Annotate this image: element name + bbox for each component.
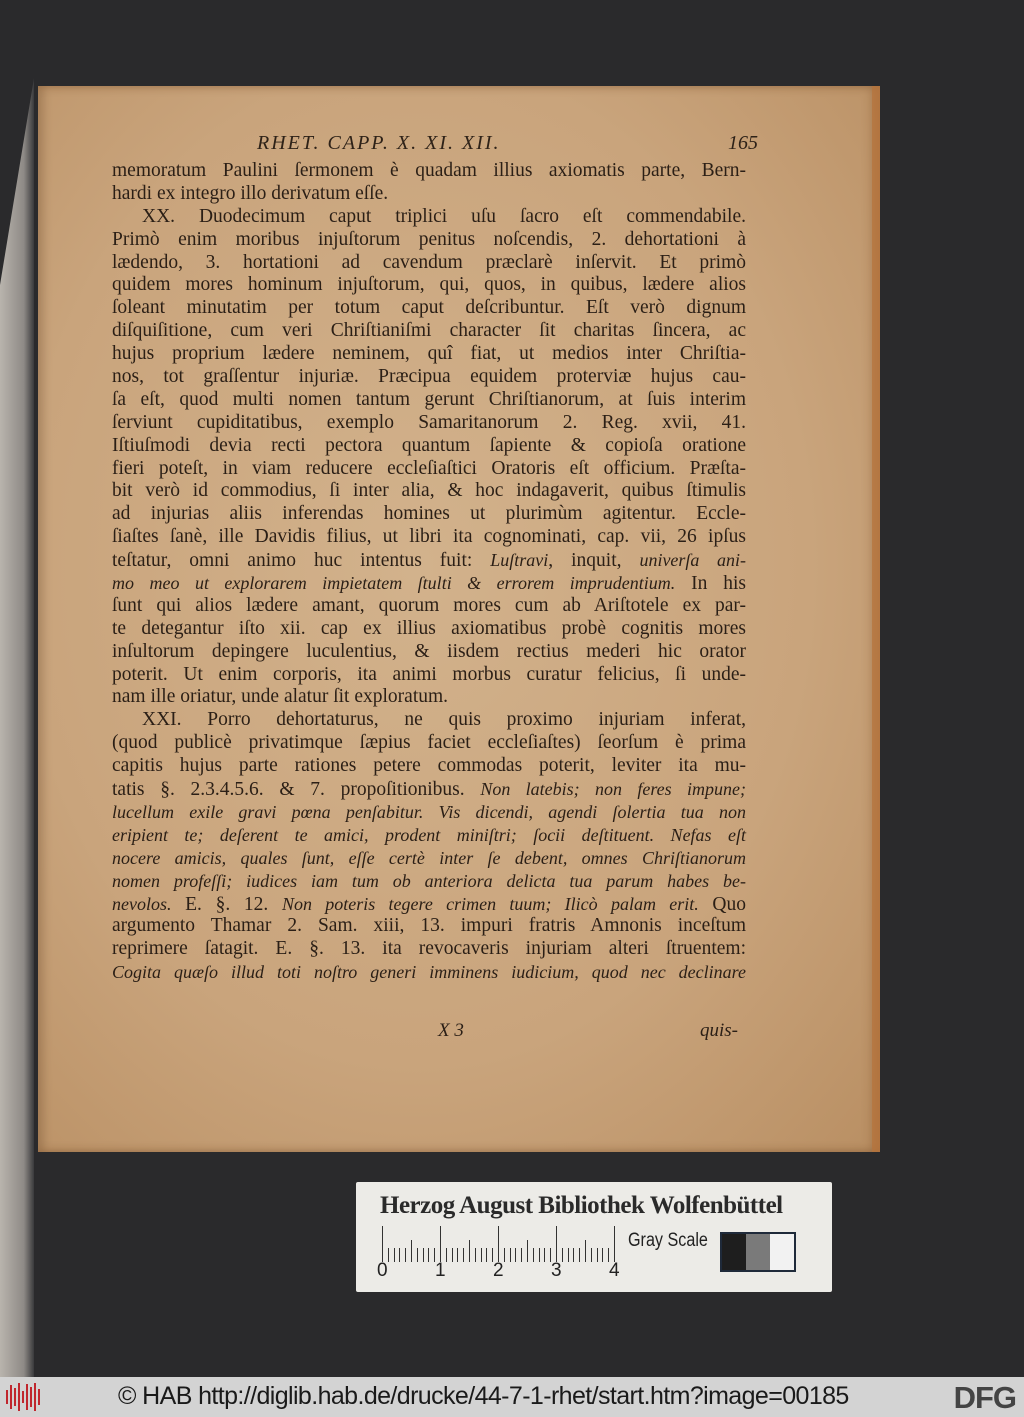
text-line (112, 320, 746, 343)
ruler-tick (579, 1248, 580, 1262)
ruler-tick (521, 1248, 522, 1262)
catchword: quis- (700, 1020, 738, 1041)
text-segment: E. §. 12. (171, 893, 282, 915)
ruler-tick (423, 1248, 424, 1262)
text-line (112, 206, 746, 229)
text-segment: XX. Duodecimum caput triplici uſu ſacro eſt commendabile. (142, 205, 746, 227)
ruler-tick (446, 1248, 447, 1262)
ruler-tick (556, 1226, 557, 1262)
text-line (112, 297, 746, 320)
ruler-tick (457, 1248, 458, 1262)
text-line (112, 870, 746, 893)
italic-text-segment: mo meo ut explorarem impietatem ſtulti & errorem imprudentium. (112, 573, 676, 594)
text-line (112, 160, 746, 183)
ruler-tick (562, 1248, 563, 1262)
ruler-number: 0 (377, 1260, 388, 1281)
text-line (112, 915, 746, 938)
ruler-tick (602, 1248, 603, 1262)
text-line (112, 480, 746, 503)
ruler-tick (573, 1248, 574, 1262)
ruler-tick (417, 1248, 418, 1262)
text-line (112, 274, 746, 297)
page-number: 165 (728, 132, 758, 154)
text-line (112, 961, 746, 984)
text-segment: bit verò id commodius, ſi inter alia, & hoc indagaverit, quibus ſtimulis (112, 480, 746, 502)
text-segment: ſiaſtes ſanè, ille Davidis filius, ut libri ita cognominati, cap. vii, 26 ipſus (112, 526, 746, 548)
ruler-tick (527, 1240, 528, 1262)
italic-text-segment: nocere amicis, quales ſunt, eſſe certè inter ſe debent, omnes Chriſtianorum (112, 847, 746, 868)
text-line (112, 252, 746, 275)
footer-bar (0, 1377, 1024, 1417)
ruler-tick (399, 1248, 400, 1262)
text-segment: reprimere ſatagit. E. §. 13. ita revocaveris injuriam alteri ſtruentem: (112, 938, 746, 960)
text-segment: memoratum Paulini ſermonem è quadam illius axiomatis parte, Bern- (112, 160, 746, 181)
text-line (112, 824, 746, 847)
italic-text-segment: Cogita quæſo illud toti noſtro generi imminens iudicium, quod nec declinare (112, 962, 746, 983)
text-segment: ad injurias aliis inferendas homines ut plurimùm agitentur. Eccle- (112, 503, 746, 525)
text-segment: ſunt qui alios lædere amant, quorum mores cum ab Ariſtotele ex par- (112, 594, 746, 616)
ruler-scale (382, 1234, 616, 1262)
text-segment: quidem mores hominum injuſtorum, qui, quos, in quibus, lædere alios (112, 274, 746, 296)
text-line (112, 183, 746, 206)
copyright-link[interactable]: © HAB http://diglib.hab.de/drucke/44-7-1-rhet/start.htm?image=00185 (118, 1382, 849, 1410)
ruler-tick (533, 1248, 534, 1262)
text-line (112, 343, 746, 366)
text-line (112, 847, 746, 870)
signature-mark: X 3 (438, 1020, 464, 1041)
ruler-tick (544, 1248, 545, 1262)
card-title: Herzog August Bibliothek Wolfenbüttel (380, 1192, 783, 1219)
text-segment: ſerviunt cupiditatibus, exemplo Samaritanorum 2. Reg. xvii, 41. (112, 411, 746, 433)
text-line (112, 801, 746, 824)
text-line (112, 595, 746, 618)
ruler-tick (498, 1226, 499, 1262)
facing-page-edge (0, 55, 34, 1377)
ruler-tick (486, 1248, 487, 1262)
text-line (112, 549, 746, 572)
ruler-tick (515, 1248, 516, 1262)
hab-logo-icon (6, 1383, 46, 1411)
ruler-tick (469, 1240, 470, 1262)
italic-text-segment: eripient te; deſerent te amici, prodent miniſtri; ſocii deſtituent. Nefas eſt (112, 824, 746, 845)
ruler-tick (591, 1248, 592, 1262)
text-line (112, 526, 746, 549)
italic-text-segment: nevolos. (112, 893, 172, 914)
text-line (112, 618, 746, 641)
gray-swatch (770, 1234, 794, 1270)
text-line (112, 664, 746, 687)
text-segment: argumento Thamar 2. Sam. xiii, 13. impuri fratris Amnonis inceſtum (112, 915, 746, 937)
text-line (112, 412, 746, 435)
gray-scale-swatches (720, 1232, 796, 1272)
ruler-number: 3 (551, 1260, 562, 1281)
text-segment: In his (675, 573, 747, 595)
ruler-tick (504, 1248, 505, 1262)
text-line (112, 229, 746, 252)
text-line (112, 366, 746, 389)
ruler-number: 1 (435, 1260, 446, 1281)
text-line (112, 641, 746, 664)
ruler-number: 2 (493, 1260, 504, 1281)
ruler-tick (510, 1248, 511, 1262)
italic-text-segment: univerſa ani- (639, 550, 746, 571)
text-line (112, 686, 746, 709)
page-header (112, 132, 758, 158)
ruler-tick (475, 1248, 476, 1262)
ruler-tick (388, 1248, 389, 1262)
gray-swatch (722, 1234, 746, 1270)
text-line (112, 893, 746, 916)
italic-text-segment: nomen profeſſi; iudices iam tum ob anteriora delicta tua parum habes be- (112, 870, 746, 891)
ruler-tick (440, 1226, 441, 1262)
text-line (112, 503, 746, 526)
gray-swatch (746, 1234, 770, 1270)
text-segment: poterit. Ut enim corporis, ita animi morbus curatur felicius, ſi unde- (112, 663, 746, 685)
dfg-logo-icon: DFG (953, 1380, 1016, 1415)
ruler-tick (614, 1226, 615, 1262)
text-segment: Quo (698, 893, 746, 915)
text-line (112, 732, 746, 755)
text-segment: hardi ex integro illo derivatum eſſe. (112, 182, 389, 204)
text-line (112, 435, 746, 458)
text-segment: nos, tot graſſentur injuriæ. Præcipua equidem proterviæ hujus cau- (112, 366, 746, 388)
ruler-tick (405, 1248, 406, 1262)
text-segment: tatis §. 2.3.4.5.6. & 7. propoſitionibus. (112, 779, 481, 801)
text-segment: ſa eſt, quod multi nomen tantum gerunt Chriſtianorum, at ſuis interim (112, 388, 746, 410)
ruler-tick (394, 1248, 395, 1262)
page-body-text (112, 160, 746, 984)
ruler-tick (411, 1240, 412, 1262)
ruler-tick (382, 1226, 383, 1262)
ruler-tick (428, 1248, 429, 1262)
text-segment: fieri poteſt, in viam reducere eccleſiaſtici Oratoris eſt officium. Præſta- (112, 457, 746, 479)
ruler-tick (597, 1248, 598, 1262)
text-segment: teſtatur, omni animo huc intentus fuit: (112, 550, 491, 572)
text-segment: inſultorum depingere luculentius, & iisdem rectius mederi hic orator (112, 640, 746, 662)
text-segment: capitis hujus parte rationes petere commodas poterit, leviter ita mu- (112, 755, 746, 777)
running-head: RHET. CAPP. X. XI. XII. (257, 132, 501, 154)
italic-text-segment: Non poteris tegere crimen tuum; Ilicò palam erit. (281, 893, 699, 914)
ruler-tick (539, 1248, 540, 1262)
ruler-tick (463, 1248, 464, 1262)
text-segment: Iſtiuſmodi devia recti pectora quantum ſapiente & copioſa oratione (112, 434, 746, 456)
text-segment: Primò enim moribus injuſtorum penitus noſcendis, 2. dehortationi à (112, 228, 746, 250)
text-line (112, 389, 746, 412)
gray-scale-label: Gray Scale (628, 1230, 708, 1251)
italic-text-segment: Non latebis; non feres impune; (480, 779, 746, 800)
color-calibration-card (356, 1182, 832, 1292)
text-segment: hujus proprium lædere neminem, quî fiat, ut medios inter Chriſtia- (112, 343, 746, 365)
text-segment: diſquiſitione, cum veri Chriſtianiſmi character ſit charitas ſincera, ac (112, 320, 746, 342)
italic-text-segment: Luſtravi (490, 550, 549, 571)
text-segment: lædendo, 3. hortationi ad cavendum præclarè inſervit. Et primò (112, 251, 746, 273)
text-segment: nam ille oriatur, unde alatur ſit exploratum. (112, 686, 449, 708)
ruler-number: 4 (609, 1260, 620, 1281)
text-line (112, 458, 746, 481)
text-line (112, 778, 746, 801)
text-segment: (quod publicè privatimque ſæpius faciet eccleſiaſtes) ſeorſum è prima (112, 732, 746, 754)
text-segment: XXI. Porro dehortaturus, ne quis proximo injuriam inferat, (142, 709, 746, 731)
text-segment: te detegantur iſto xii. cap ex illius axiomatibus probè cognitis mores (112, 617, 746, 639)
ruler-tick (452, 1248, 453, 1262)
text-segment: ſoleant minutatim per totum caput deſcribuntur. Eſt verò dignum (112, 297, 746, 319)
italic-text-segment: lucellum exile gravi pœna penſabitur. Vis dicendi, agendi ſolertia tua non (112, 801, 746, 822)
text-line (112, 709, 746, 732)
ruler-tick (481, 1248, 482, 1262)
text-line (112, 938, 746, 961)
text-segment: , inquit, (548, 550, 640, 572)
ruler-tick (585, 1240, 586, 1262)
text-line (112, 572, 746, 595)
text-line (112, 755, 746, 778)
ruler-tick (568, 1248, 569, 1262)
